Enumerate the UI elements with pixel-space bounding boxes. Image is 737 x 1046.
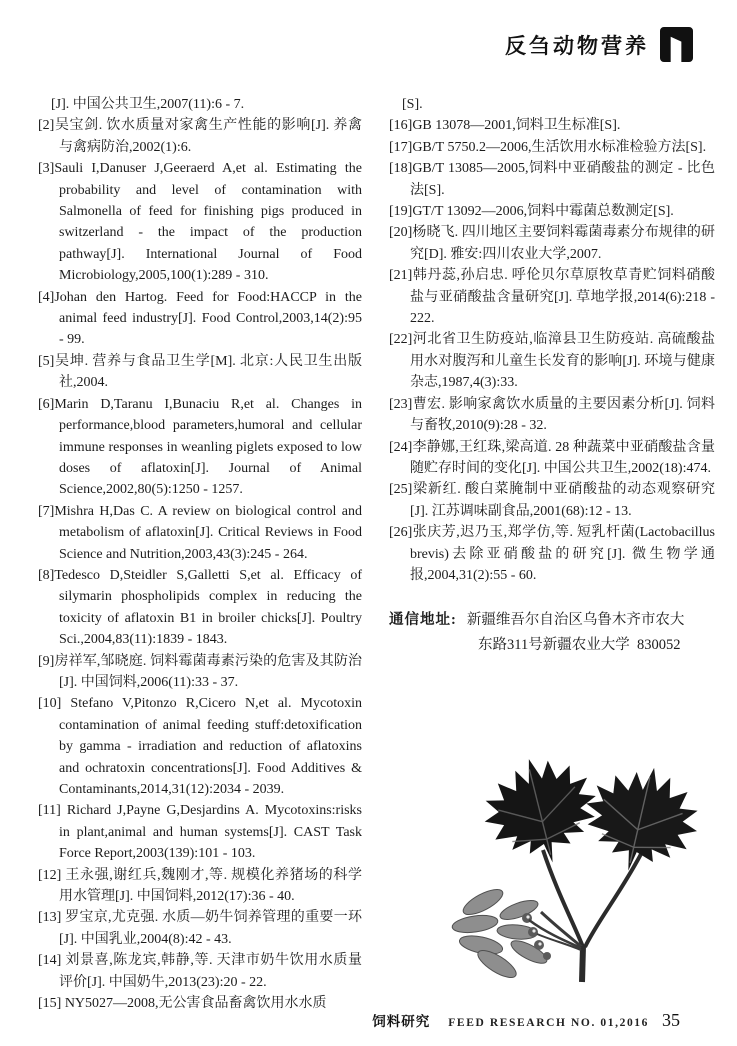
reference-entry: [S]. <box>402 97 423 112</box>
reference-entry: [2]吴宝剑. 饮水质量对家禽生产性能的影响[J]. 养禽与禽病防治,2002(1):6. <box>38 118 362 155</box>
contact-address-line2: 东路311号新疆农业大学 830052 <box>478 637 681 654</box>
contact-address-line1: 新疆维吾尔自治区乌鲁木齐市农大 <box>466 612 685 629</box>
reference-entry: [14] 刘景喜,陈龙宾,韩静,等. 天津市奶牛饮用水质量评价[J]. 中国奶牛,2013(23):20 - 22. <box>38 953 362 990</box>
reference-entry: [3]Sauli I,Danuser J,Geeraerd A,et al. Estimating the probability and level of contamination with Salmonella of feed for finishing pigs produced in switzerland - the impact of the production pathway[J]. International Journal of Food Microbiology,2005,100(1):289 - 310. <box>38 161 362 284</box>
folded-page-icon <box>660 27 693 62</box>
reference-entry: [17]GB/T 5750.2—2006,生活饮用水标准检验方法[S]. <box>389 139 707 155</box>
reference-entry: [21]韩丹蕊,孙启忠. 呼伦贝尔草原牧草青贮饲料硝酸盐与亚硝酸盐含量研究[J]. 草地学报,2014(6):218 - 222. <box>389 268 715 327</box>
contact-address <box>389 608 715 658</box>
reference-entry: [13] 罗宝京,尤克强. 水质—奶牛饲养管理的重要一环[J]. 中国乳业,2004(8):42 - 43. <box>38 910 362 947</box>
reference-entry: [12] 王永强,谢红兵,魏刚才,等. 规模化养猪场的科学用水管理[J]. 中国饲料,2012(17):36 - 40. <box>38 867 362 905</box>
reference-entry: [11] Richard J,Payne G,Desjardins A. Mycotoxins:risks in plant,animal and human systems[J]. CAST Task Force Report,2003(139):101 - 103. <box>38 803 362 862</box>
page-footer <box>0 1010 737 1031</box>
page-header <box>505 27 693 62</box>
section-title: 反刍动物营养 <box>505 34 649 58</box>
references-left-column <box>38 94 362 1014</box>
reference-entry: [10] Stefano V,Pitonzo R,Cicero N,et al. Mycotoxin contamination of animal feeding stuff:detoxification by gamma - irradiation and reduction of aflatoxins and ochratoxin concentrations[J]. Food Additives & Contaminants,2014,31(12):2034 - 2039. <box>38 696 362 797</box>
reference-entry: [22]河北省卫生防疫站,临漳县卫生防疫站. 高硫酸盐用水对腹泻和儿童生长发育的影响[J]. 环境与健康杂志,1987,4(3):33. <box>389 332 715 391</box>
reference-entry: [J]. 中国公共卫生,2007(11):6 - 7. <box>51 97 245 112</box>
maple-leaves-image <box>445 742 720 990</box>
reference-entry: [18]GB/T 13085—2005,饲料中亚硝酸盐的测定 - 比色法[S]. <box>389 161 715 198</box>
reference-entry: [4]Johan den Hartog. Feed for Food:HACCP in the animal feed industry[J]. Food Control,2003,14(2):95 - 99. <box>38 289 362 348</box>
reference-entry: [6]Marin D,Taranu I,Bunaciu R,et al. Changes in performance,blood parameters,humoral and cellular immune responses in weanling piglets exposed to low doses of aflatoxin[J]. Journal of Animal Science,2002,80(5):1250 - 1257. <box>38 396 362 498</box>
reference-entry: [16]GB 13078—2001,饲料卫生标准[S]. <box>389 118 621 134</box>
reference-entry: [9]房祥军,邹晓庭. 饲料霉菌毒素污染的危害及其防治[J]. 中国饲料,2006(11):33 - 37. <box>38 653 362 690</box>
reference-entry: [23]曹宏. 影响家禽饮水质量的主要因素分析[J]. 饲料与畜牧,2010(9):28 - 32. <box>389 396 715 434</box>
reference-entry: [26]张庆芳,迟乃玉,郑学仿,等. 短乳杆菌(Lactobacillus brevis)去除亚硝酸盐的研究[J]. 微生物学通报,2004,31(2):55 - 60. <box>389 525 715 583</box>
page-number: 35 <box>662 1010 680 1030</box>
reference-entry: [8]Tedesco D,Steidler S,Galletti S,et al. Efficacy of silymarin phospholipids complex in reducing the toxicity of aflatoxin B1 in broiler chicks[J]. Poultry Sci.,2004,83(11):1839 - 1843. <box>38 567 362 648</box>
reference-entry: [5]吴坤. 营养与食品卫生学[M]. 北京:人民卫生出版社,2004. <box>38 353 362 391</box>
reference-entry: [19]GT/T 13092—2006,饲料中霉菌总数测定[S]. <box>389 204 674 220</box>
contact-label: 通信地址: <box>389 612 457 629</box>
reference-entry: [7]Mishra H,Das C. A review on biological control and metabolism of aflatoxin[J]. Critical Reviews in Food Science and Nutrition,2003,43(3):245 - 264. <box>38 503 362 562</box>
reference-entry: [24]李静娜,王红珠,梁高道. 28 种蔬菜中亚硝酸盐含量随贮存时间的变化[J]. 中国公共卫生,2002(18):474. <box>389 439 715 476</box>
reference-entry: [20]杨晓飞. 四川地区主要饲料霉菌毒素分布规律的研究[D]. 雅安:四川农业大学,2007. <box>389 225 715 262</box>
references-right-column <box>389 94 715 658</box>
reference-entry: [25]梁新红. 酸白菜腌制中亚硝酸盐的动态观察研究[J]. 江苏调味副食品,2001(68):12 - 13. <box>389 482 715 519</box>
journal-name-en: FEED RESEARCH NO. 01,2016 <box>448 1017 649 1029</box>
reference-entry: [15] NY5027—2008,无公害食品畜禽饮用水水质 <box>38 996 327 1012</box>
journal-name-cn: 饲料研究 <box>372 1014 431 1029</box>
